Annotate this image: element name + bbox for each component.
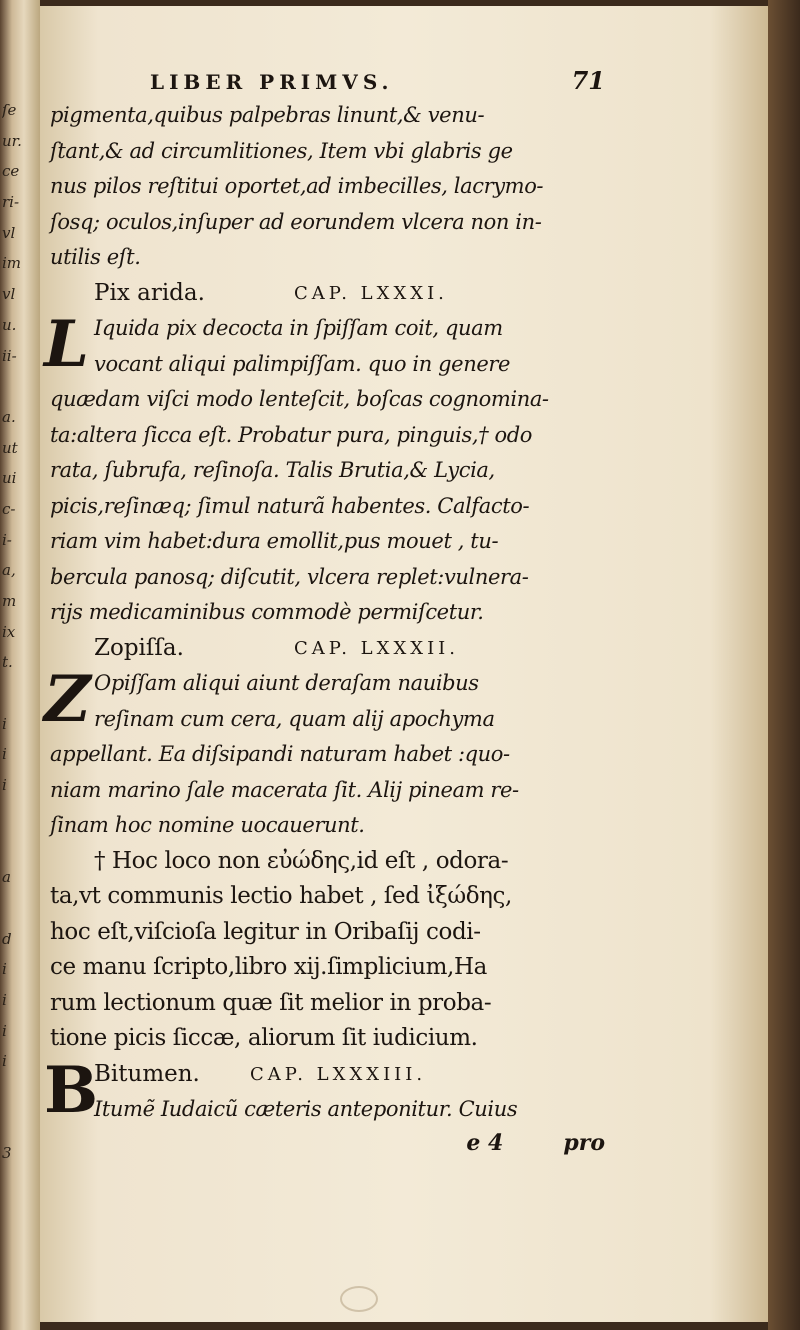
- drop-cap: B: [44, 1052, 99, 1128]
- text-line: tione picis ſiccæ, aliorum ſit iudicium.: [50, 1025, 478, 1051]
- facing-page-fragment: m: [2, 592, 17, 610]
- chapter-body: [44, 662, 605, 844]
- book-page: [40, 6, 768, 1322]
- text-line: nus pilos reſtitui oportet,ad imbecilles, lacrymo-: [50, 174, 544, 198]
- text-line: ta,vt communis lectio habet , ſed ἰξώδης,: [50, 883, 512, 909]
- facing-page-fragment: a.: [2, 407, 16, 426]
- text-line: utilis eſt.: [50, 245, 141, 269]
- text-line: pigmenta,quibus palpebras linunt,& venu-: [50, 103, 485, 127]
- catchword: pro: [563, 1129, 605, 1156]
- facing-page-fragment: d: [2, 929, 12, 948]
- catchline: [50, 1130, 605, 1156]
- text-line: Itumẽ Iudaicũ cæteris anteponitur. Cuius: [94, 1097, 518, 1121]
- facing-page-fragment: [2, 893, 38, 924]
- book-edge: [768, 0, 800, 1330]
- text-line: riam vim habet:dura emollit,pus mouet , tu-: [50, 529, 499, 553]
- chapter-heading: [50, 631, 605, 667]
- signature-mark: e 4: [466, 1129, 504, 1156]
- chapter-number: CAP. LXXXIII.: [250, 1063, 427, 1085]
- chapter-number: CAP. LXXXI.: [294, 282, 448, 304]
- page-header: [50, 66, 605, 98]
- opening-paragraph: [50, 98, 605, 276]
- text-line: quædam viſci modo lenteſcit, boſcas cognomina-: [50, 387, 549, 411]
- facing-page-fragment: i: [2, 776, 7, 795]
- facing-page-fragment: ur.: [2, 131, 22, 150]
- facing-page-fragment: i: [2, 960, 7, 979]
- facing-page-fragment: ii-: [2, 346, 17, 365]
- facing-page-fragment: a,: [2, 561, 16, 580]
- running-head: LIBER PRIMVS.: [150, 70, 394, 94]
- facing-page-fragment: vl: [2, 285, 16, 304]
- text-line: picis,reſinæq; ſimul naturã habentes. Calfacto-: [50, 493, 530, 518]
- chapter-body: [44, 1052, 605, 1128]
- facing-page-fragment: [2, 371, 38, 402]
- facing-page-fragment: i: [2, 990, 7, 1009]
- facing-page-fragment: [2, 1108, 38, 1139]
- facing-page-fragment: u.: [2, 315, 17, 334]
- facing-page-fragment: ix: [2, 622, 16, 641]
- page-number: 71: [571, 66, 605, 95]
- text-line: rum lectionum quæ ſit melior in proba-: [50, 989, 492, 1016]
- chapter-title: Bitumen.: [94, 1060, 200, 1087]
- facing-page-fragment: ri-: [2, 193, 20, 212]
- chapter-title: Zopiſſa.: [94, 634, 184, 661]
- facing-page-fragment: i: [2, 745, 7, 764]
- facing-page-fragment: a: [2, 868, 11, 887]
- facing-page-fragment: [2, 832, 38, 863]
- page-text: [44, 66, 605, 1156]
- chapter-body: [44, 307, 605, 631]
- text-line: ce manu ſcripto,libro xij.ſimplicium,Ha: [50, 954, 487, 980]
- text-line: rijs medicaminibus commodè permiſcetur.: [50, 600, 484, 624]
- text-line: hoc eſt,viſcioſa legitur in Oribaſij codi-: [50, 918, 481, 945]
- text-line: rata, ſubrufa, reſinoſa. Talis Brutia,& Lycia,: [50, 458, 495, 482]
- text-line: reſinam cum cera, quam alij apochyma: [94, 706, 495, 731]
- paper-stain: [340, 1286, 378, 1312]
- facing-page-text: [2, 95, 38, 1169]
- facing-page-fragment: ce: [2, 162, 20, 181]
- text-line: bercula panosq; diſcutit, vlcera replet:vulnera-: [50, 564, 529, 589]
- chapter-heading: [50, 276, 605, 312]
- text-line: vocant aliqui palimpiſſam. quo in genere: [94, 351, 511, 376]
- facing-page-fragment: t.: [2, 653, 13, 672]
- facing-page-gutter: [0, 0, 40, 1330]
- text-line: ſtant,& ad circumlitiones, Item vbi glabris ge: [50, 138, 513, 163]
- chapter-number: CAP. LXXXII.: [294, 637, 460, 659]
- facing-page-fragment: [2, 1077, 38, 1108]
- text-line: Opiſſam aliqui aiunt deraſam nauibus: [94, 671, 479, 695]
- text-line: ta:altera ſicca eſt. Probatur pura, pinguis,† odo: [50, 422, 533, 447]
- facing-page-fragment: i: [2, 1021, 7, 1040]
- drop-cap: Z: [44, 662, 91, 737]
- facing-page-fragment: [2, 801, 38, 832]
- drop-cap: L: [44, 307, 89, 382]
- facing-page-fragment: ui: [2, 469, 17, 488]
- facing-page-fragment: ſe: [2, 101, 17, 119]
- facing-page-fragment: ut: [2, 438, 18, 457]
- text-line: niam marino ſale macerata ſit. Alij pineam re-: [50, 777, 519, 802]
- chapter-title: Pix arida.: [94, 279, 205, 306]
- text-line: † Hoc loco non εὐώδης,id eſt , odora-: [94, 847, 509, 874]
- text-line: appellant. Ea diſsipandi naturam habet :quo-: [50, 742, 510, 766]
- facing-page-fragment: im: [2, 254, 22, 273]
- facing-page-fragment: 3: [2, 1144, 12, 1163]
- facing-page-fragment: i: [2, 714, 7, 733]
- facing-page-fragment: vl: [2, 223, 16, 242]
- facing-page-fragment: i: [2, 1052, 7, 1071]
- facing-page-fragment: [2, 678, 38, 709]
- text-line: ſinam hoc nomine uocauerunt.: [50, 813, 365, 837]
- text-line: ſosq; oculos,inſuper ad eorundem vlcera non in-: [50, 209, 542, 234]
- textual-note: [50, 844, 605, 1057]
- text-line: Iquida pix decocta in ſpiſſam coit, quam: [94, 316, 503, 340]
- facing-page-fragment: c-: [2, 499, 16, 518]
- facing-page-fragment: i-: [2, 530, 12, 549]
- chapter-heading: [50, 1057, 605, 1093]
